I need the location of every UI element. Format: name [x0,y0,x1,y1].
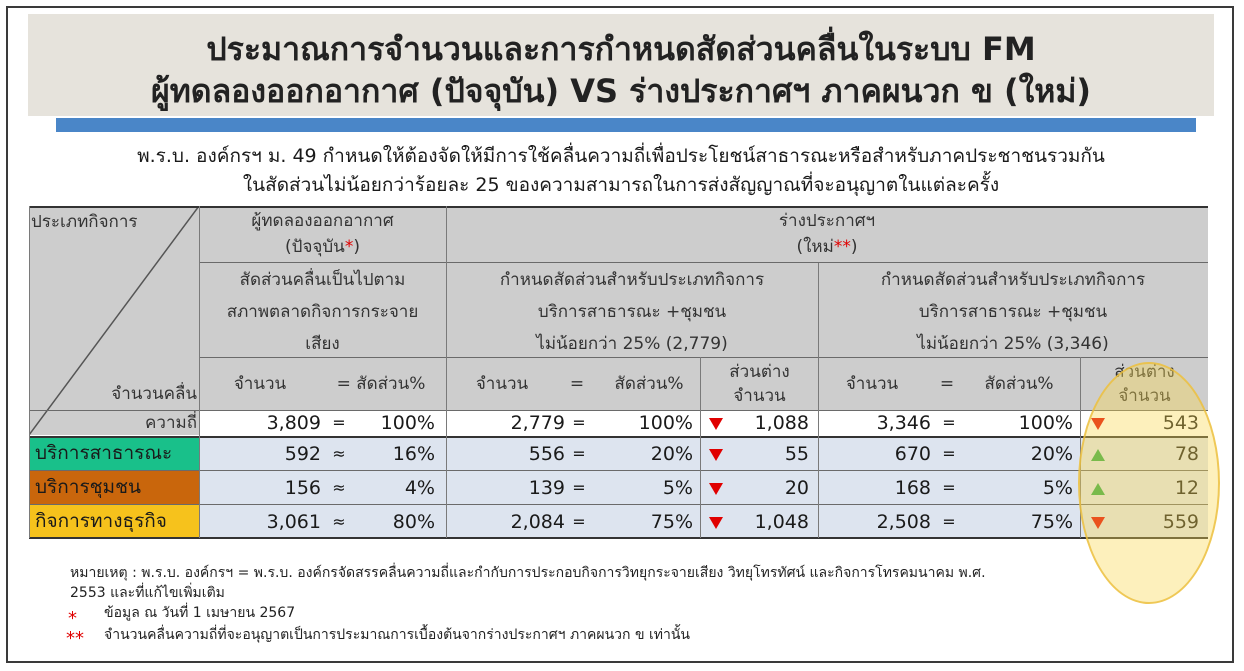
cell-new2-percent: 20% [1030,443,1073,465]
cell-current-symbol: ≈ [332,444,346,463]
col-diff-new1-1: ส่วนต่าง [729,362,790,382]
new-group-subtitle: (ใหม่**) [796,237,858,257]
new2-sub-3: ไม่น้อยกว่า 25% (3,346) [917,334,1109,354]
new1-sub-2: บริการสาธารณะ +ชุมชน [537,302,727,322]
col-eq-new1: = [569,374,585,394]
cell-new1-count: 2,779 [510,412,565,434]
cell-current-count: 592 [284,443,321,465]
new1-sub-3: ไม่น้อยกว่า 25% (2,779) [536,334,728,354]
col-ratio-current: = สัดส่วน% [336,374,426,394]
title-underline-bar [56,118,1196,132]
footer-note-1: หมายเหตุ : พ.ร.บ. องค์กรฯ = พ.ร.บ. องค์กรจัดสรรคลื่นความถี่และกำกับการประกอบกิจการวิทยุกระจายเสียง วิทยุโทรทัศน์ และกิจการโทรคมนาคม พ.ศ. [70,565,986,581]
cell-new2-symbol: = [942,413,956,432]
footer-star-2: ** [66,628,84,649]
cell-current-symbol: ≈ [332,512,346,531]
footer-star-1-text: ข้อมูล ณ วันที่ 1 เมษายน 2567 [104,605,296,621]
col-eq-new2: = [939,374,955,394]
cell-new2-count: 670 [894,443,931,465]
cell-new1-count: 139 [528,477,565,499]
cell-new2-percent: 100% [1018,412,1073,434]
current-sub-1: สัดส่วนคลื่นเป็นไปตาม [239,270,406,290]
diff-arrow-down-icon [709,517,723,529]
cell-new1-symbol: = [572,413,586,432]
current-sub-3: เสียง [305,334,340,354]
cell-current-symbol: ≈ [332,478,346,497]
corner-bottom-label-1: จำนวนคลื่น [111,384,197,404]
col-count-new1: จำนวน [475,374,529,394]
current-group-title: ผู้ทดลองออกอากาศ [251,211,394,231]
cell-current-percent: 80% [392,511,435,533]
diff-arrow-down-icon [709,449,723,461]
cell-new1-diff: 20 [784,477,809,499]
cell-new1-count: 2,084 [510,511,565,533]
current-group-subtitle: (ปัจจุบัน*) [285,237,360,257]
new1-sub-1: กำหนดสัดส่วนสำหรับประเภทกิจการ [499,270,765,290]
cell-new2-count: 168 [894,477,931,499]
cell-new2-symbol: = [942,478,956,497]
row-label-public-service: บริการสาธารณะ [29,437,199,470]
title-line-1: ประมาณการจำนวนและการกำหนดสัดส่วนคลื่นในระบบ FM [206,30,1036,68]
cell-new1-percent: 5% [662,477,693,499]
cell-new1-symbol: = [572,512,586,531]
footer-star-1: * [68,608,77,629]
cell-current-percent: 100% [380,412,435,434]
cell-new2-diff: 12 [1174,477,1199,499]
cell-new1-diff: 55 [784,443,809,465]
current-sub-2: สภาพตลาดกิจการกระจาย [226,302,419,322]
new2-sub-1: กำหนดสัดส่วนสำหรับประเภทกิจการ [880,270,1146,290]
cell-current-symbol: = [332,413,346,432]
cell-new1-percent: 75% [650,511,693,533]
new-group-title: ร่างประกาศฯ [778,211,876,231]
cell-new2-symbol: = [942,444,956,463]
cell-new2-percent: 75% [1030,511,1073,533]
col-diff-new1-2: จำนวน [733,386,786,406]
cell-current-count: 156 [284,477,321,499]
col-diff-new2-2: จำนวน [1118,386,1171,406]
cell-new2-percent: 5% [1042,477,1073,499]
cell-current-count: 3,809 [266,412,321,434]
corner-top-label: ประเภทกิจการ [31,212,138,232]
cell-new1-diff: 1,048 [754,511,809,533]
col-count-new2: จำนวน [845,374,899,394]
title-line-2: ผู้ทดลองออกอากาศ (ปัจจุบัน) VS ร่างประกาศฯ ภาคผนวก ข (ใหม่) [150,72,1092,110]
cell-new2-diff: 559 [1162,511,1199,533]
cell-new2-diff: 543 [1162,412,1199,434]
cell-new1-percent: 100% [638,412,693,434]
intro-line-1: พ.ร.บ. องค์กรฯ ม. 49 กำหนดให้ต้องจัดให้มีการใช้คลื่นความถี่เพื่อประโยชน์สาธารณะหรือสำหรับภาคประชาชนรวมกัน [137,145,1105,167]
highlight-ellipse [1078,362,1220,604]
cell-new2-count: 3,346 [876,412,931,434]
new2-sub-2: บริการสาธารณะ +ชุมชน [918,302,1108,322]
footer-star-2-text: จำนวนคลื่นความถี่ที่จะอนุญาตเป็นการประมาณการเบื้องต้นจากร่างประกาศฯ ภาคผนวก ข เท่านั้น [104,627,690,643]
cell-new2-symbol: = [942,512,956,531]
intro-line-2: ในสัดส่วนไม่น้อยกว่าร้อยละ 25 ของความสามารถในการส่งสัญญาณที่จะอนุญาตในแต่ละครั้ง [242,174,1000,196]
row-label-business: กิจการทางธุรกิจ [29,505,199,538]
col-ratio-new1: สัดส่วน% [614,374,684,394]
cell-new1-symbol: = [572,444,586,463]
corner-bottom-label-2: ความถี่ [145,413,197,433]
cell-new2-count: 2,508 [876,511,931,533]
cell-new2-diff: 78 [1174,443,1199,465]
cell-new1-percent: 20% [650,443,693,465]
cell-new1-symbol: = [572,478,586,497]
col-ratio-new2: สัดส่วน% [984,374,1054,394]
cell-current-percent: 4% [404,477,435,499]
comparison-table [29,206,1208,538]
diff-arrow-down-icon [709,418,723,430]
cell-new1-diff: 1,088 [754,412,809,434]
diff-arrow-down-icon [709,483,723,495]
cell-new1-count: 556 [528,443,565,465]
cell-current-percent: 16% [392,443,435,465]
cell-current-count: 3,061 [266,511,321,533]
row-label-community-service: บริการชุมชน [29,471,199,504]
footer-note-2: 2553 และที่แก้ไขเพิ่มเติม [70,585,225,601]
col-count-current: จำนวน [233,374,287,394]
col-diff-new2-1: ส่วนต่าง [1114,362,1175,382]
